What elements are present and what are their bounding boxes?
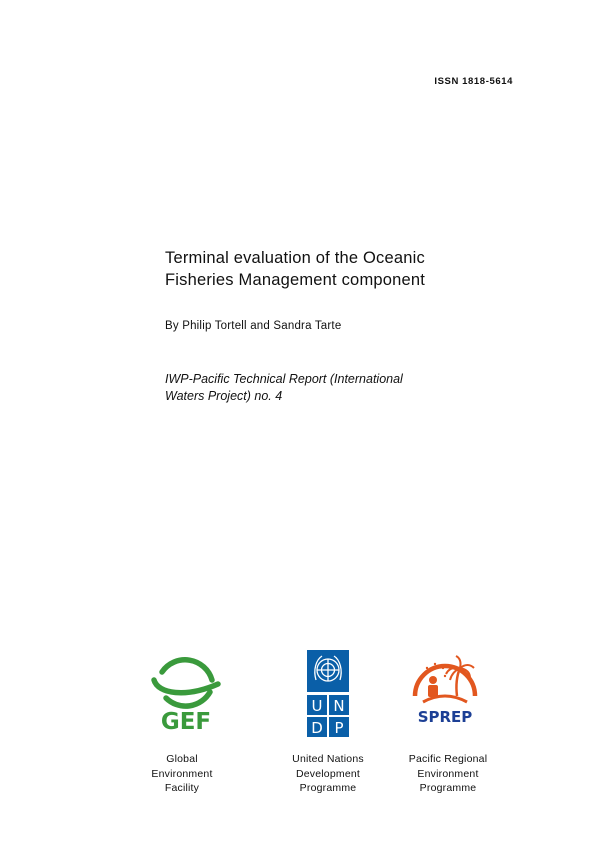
caption-line: Development [295,767,361,780]
undp-letter: P [334,719,344,737]
palm-tree-icon [446,656,474,696]
figure-icon [428,676,438,697]
title-line: Terminal evaluation of the Oceanic [165,249,425,267]
caption-line: United Nations [292,753,364,765]
caption-line: Programme [299,782,357,794]
caption-line: Pacific Regional [408,753,488,765]
undp-letter: D [311,719,323,737]
sprep-logo-text: SPREP [417,708,473,726]
caption-gef [127,752,237,796]
report-series [165,371,485,405]
caption-undp [273,752,383,796]
gef-logo [146,650,226,732]
undp-letter: U [311,697,323,715]
caption-line: Global [166,753,198,765]
caption-line: Environment [151,767,213,780]
series-line: Waters Project) no. 4 [165,389,283,403]
gef-logo-text: GEF [160,709,212,732]
caption-line: Environment [417,767,479,780]
caption-sprep [393,752,503,796]
issn-number: ISSN 1818-5614 [434,76,513,87]
undp-logo [307,650,349,738]
series-line: IWP-Pacific Technical Report (International [165,372,403,386]
title-line: Fisheries Management component [165,271,426,289]
report-title [165,247,525,291]
caption-line: Facility [164,782,200,794]
sprep-logo [405,650,485,730]
authors: By Philip Tortell and Sandra Tarte [165,320,342,332]
caption-line: Programme [419,782,477,794]
undp-letter: N [333,697,345,715]
